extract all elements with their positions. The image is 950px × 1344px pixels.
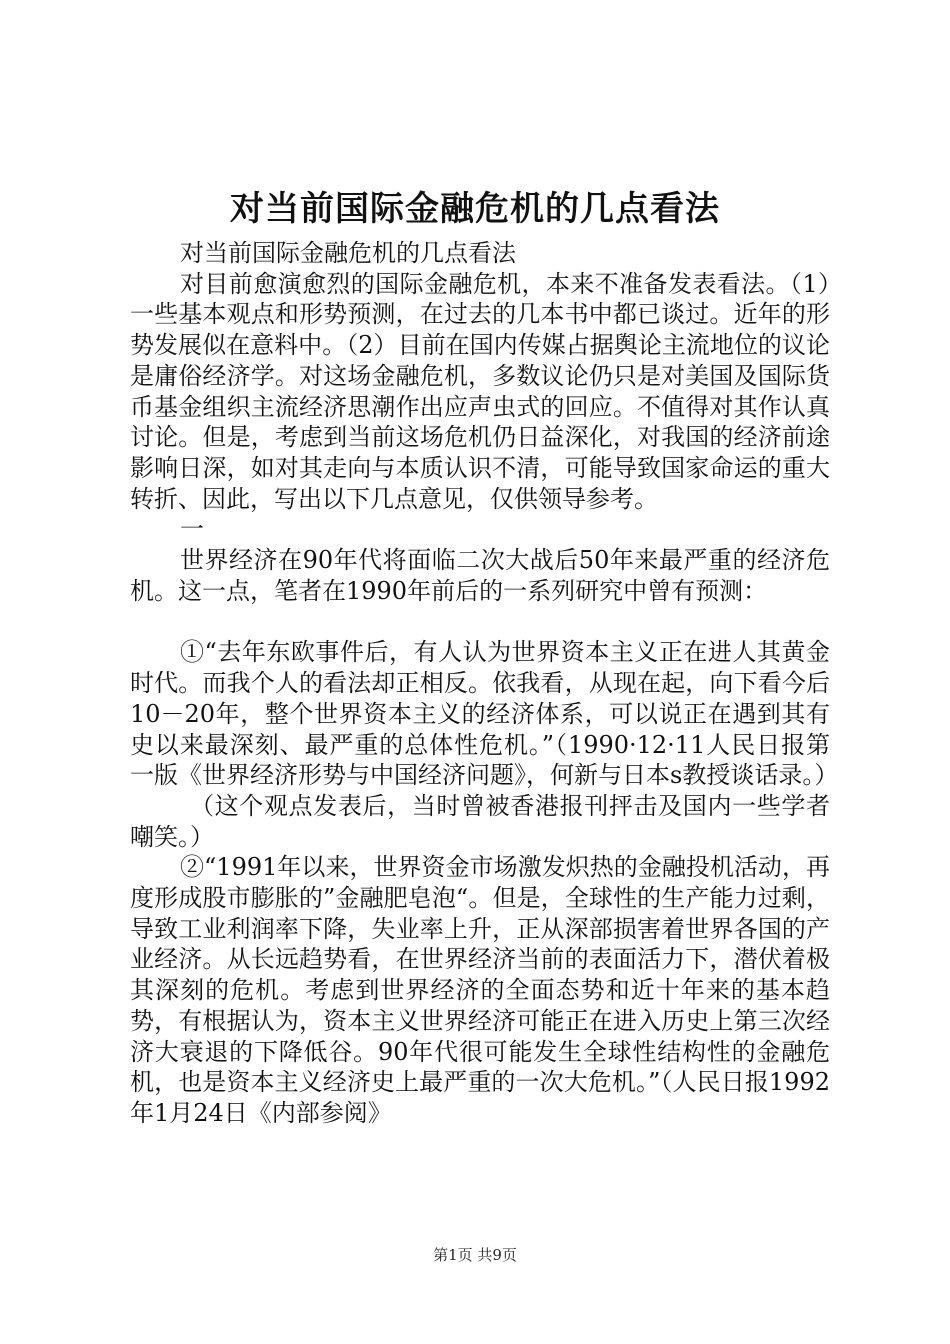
page-title: 对当前国际金融危机的几点看法 (230, 189, 720, 229)
section-heading: 一 (180, 515, 204, 544)
document-body (130, 238, 839, 1129)
page-footer: 第1页 共9页 (433, 1246, 517, 1264)
quote-paragraph-1: ①“去年东欧事件后，有人认为世界资本主义正在进人其黄金时代。而我个人的看法却正相反。依我看，从现在起，向下看今后10－20年，整个世界资本主义的经济体系，可以说正在遇到其有史以来最深刻、最严重的总体性危机。”（1990·12·11人民日报第一版《世界经济形势与中国经济问题》，何新与日本s教授谈话录。） (130, 638, 839, 790)
subtitle-paragraph: 对当前国际金融危机的几点看法 (180, 239, 516, 267)
blank-line (130, 606, 830, 637)
intro-paragraph: 对目前愈演愈烈的国际金融危机，本来不准备发表看法。（1）一些基本观点和形势预测，在过去的几本书中都已谈过。近年的形势发展似在意料中。（2）目前在国内传媒占据舆论主流地位的议论是庸俗经济学。对这场金融危机，多数议论仍只是对美国及国际货币基金组织主流经济思潮作出应声虫式的回应。不值得对其作认真讨论。但是，考虑到当前这场危机仍日益深化，对我国的经济前途影响日深，如对其走向与本质认识不清，可能导致国家命运的重大转折、因此，写出以下几点意见，仅供领导参考。 (130, 269, 830, 513)
note-paragraph: （这个观点发表后，当时曾被香港报刊抨击及国内一些学者嘲笑。） (130, 791, 830, 851)
body-paragraph: 世界经济在90年代将面临二次大战后50年来最严重的经济危机。这一点，笔者在1990年前后的一系列研究中曾有预测： (130, 546, 830, 605)
quote-paragraph-2: ②“1991年以来，世界资金市场激发炽热的金融投机活动，再度形成股市膨胀的”金融肥皂泡“。但是，全球性的生产能力过剩，导致工业利润率下降，失业率上升，正从深部损害着世界各国的产业经济。从长远趋势看，在世界经济当前的表面活力下，潜伏着极其深刻的危机。考虑到世界经济的全面态势和近十年来的基本趋势，有根据认为，资本主义世界经济可能正在进入历史上第三次经济大衰退的下降低谷。90年代很可能发生全球性结构性的金融危机，也是资本主义经济史上最严重的一次大危机。”（人民日报1992年1月24日《内部参阅》 (130, 853, 830, 1127)
